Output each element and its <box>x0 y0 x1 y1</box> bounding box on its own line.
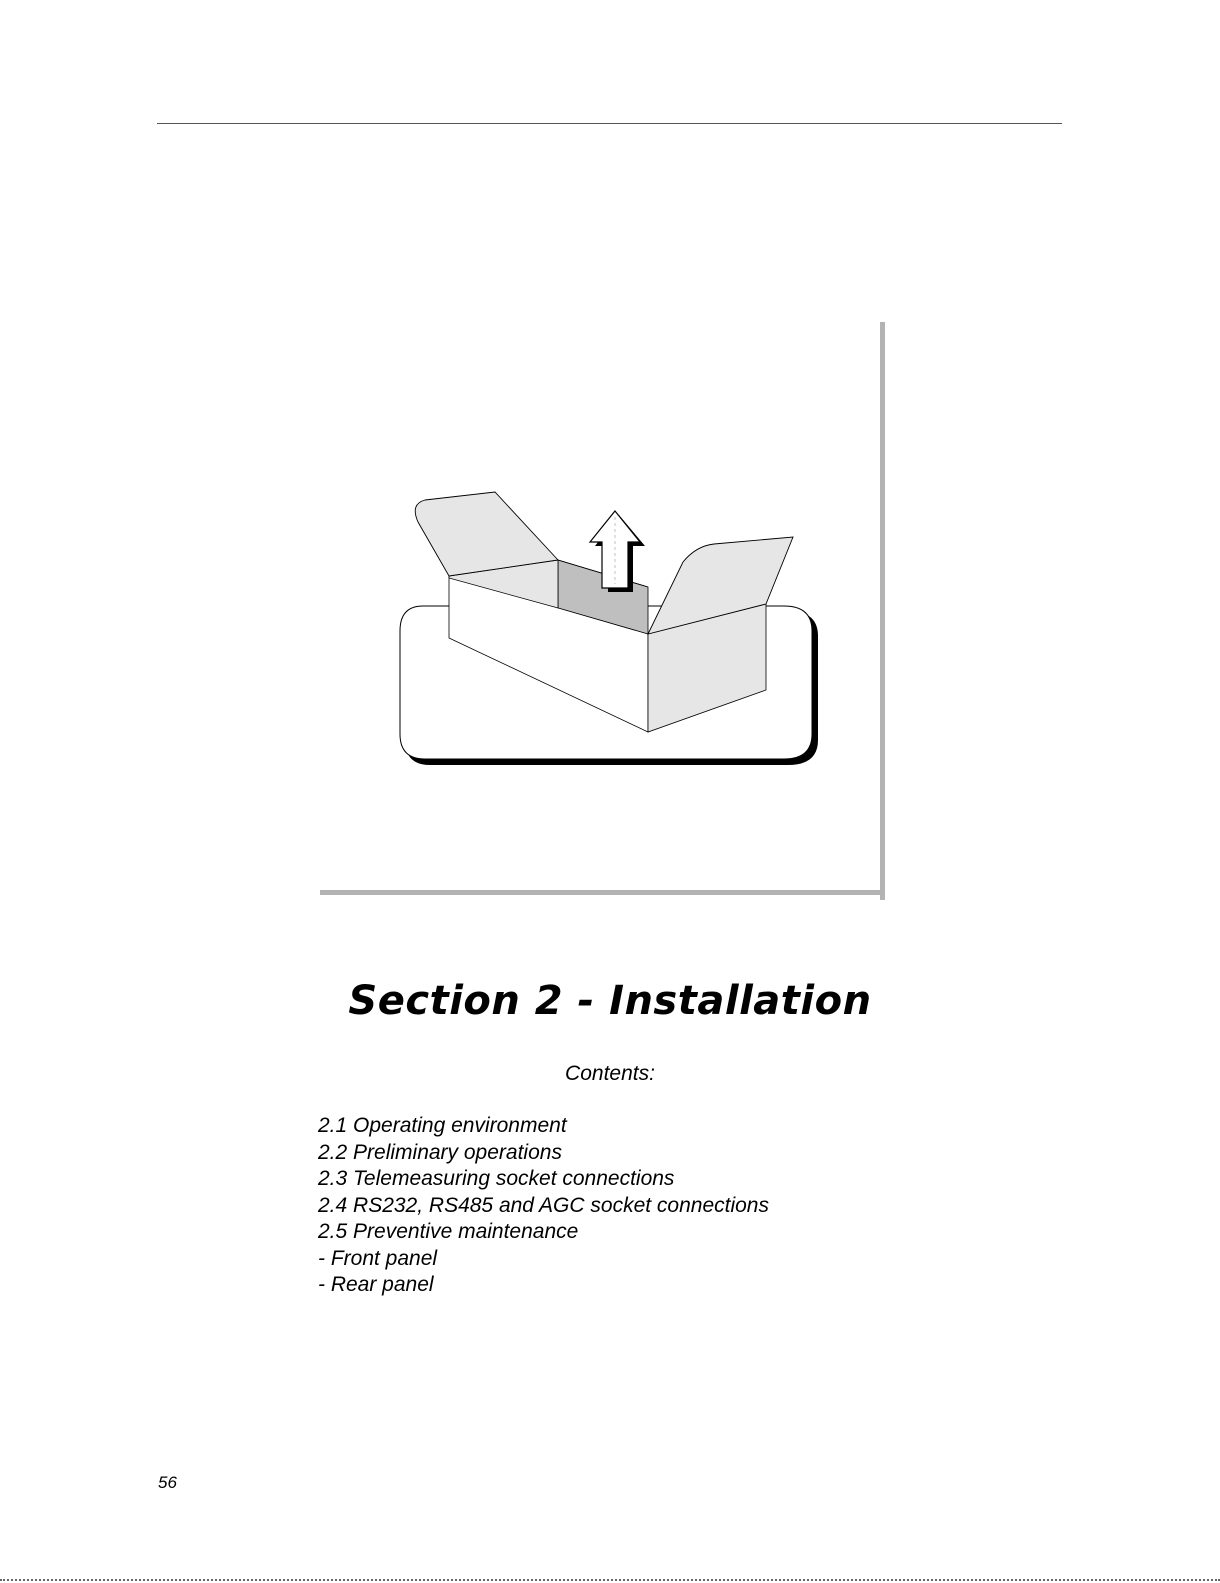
contents-item: 2.4 RS232, RS485 and AGC socket connections <box>318 1193 769 1217</box>
installation-figure <box>318 322 896 906</box>
contents-heading: Contents: <box>565 1062 655 1085</box>
contents-list <box>318 1113 769 1299</box>
contents-item: - Rear panel <box>318 1273 434 1296</box>
contents-item: 2.5 Preventive maintenance <box>318 1220 579 1243</box>
frame-shadow-right <box>880 322 885 900</box>
contents-item: 2.3 Telemeasuring socket connections <box>318 1167 675 1190</box>
open-box-unpacking-icon <box>318 322 896 906</box>
box-left-flap <box>415 492 558 576</box>
footer-rule <box>0 1579 1220 1581</box>
section-title: Section 2 - Installation <box>348 978 872 1024</box>
contents-item: 2.2 Preliminary operations <box>318 1140 562 1164</box>
page-number: 56 <box>158 1473 177 1492</box>
contents-item: 2.1 Operating environment <box>318 1114 567 1137</box>
header-rule <box>157 123 1062 124</box>
frame-shadow-bottom <box>320 890 885 895</box>
contents-item: - Front panel <box>318 1246 438 1270</box>
